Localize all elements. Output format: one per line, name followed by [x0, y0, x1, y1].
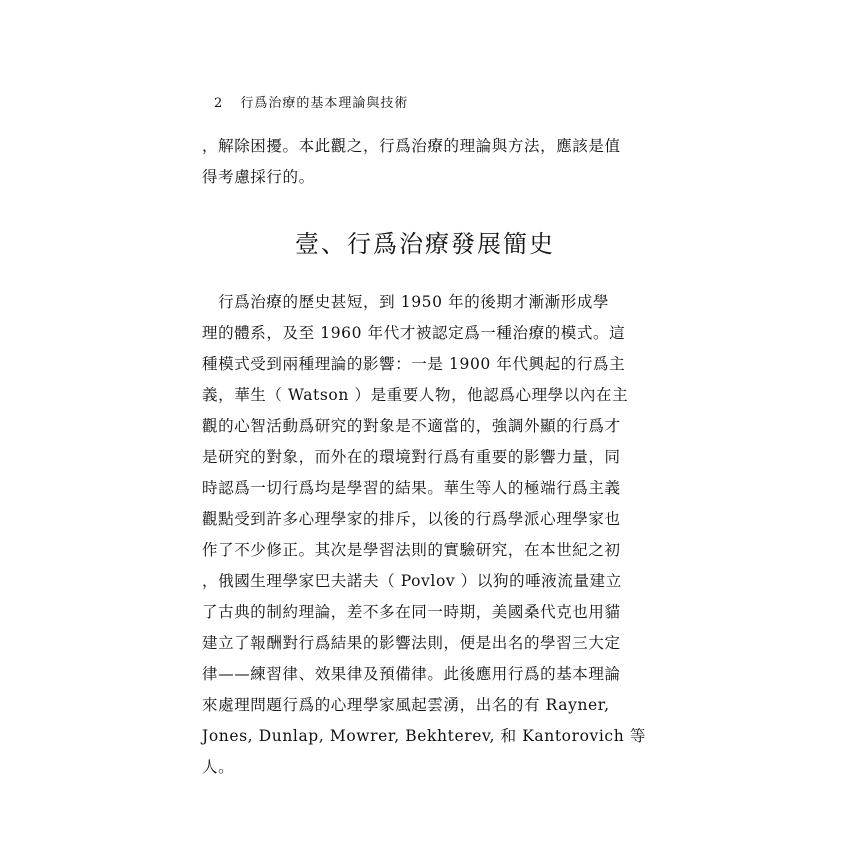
paragraph-line: 作了不少修正。其次是學習法則的實驗研究，在本世紀之初 — [202, 541, 621, 559]
running-title: 行爲治療的基本理論與技術 — [240, 96, 409, 111]
paragraph-line: Jones, Dunlap, Mowrer, Bekhterev, 和 Kantorovich 等 — [202, 727, 646, 745]
paragraph-line: 來處理問題行爲的心理學家風起雲湧，出名的有 Rayner, — [202, 696, 610, 714]
paragraph-line: 律——練習律、效果律及預備律。此後應用行爲的基本理論 — [202, 665, 621, 683]
paragraph-line: 時認爲一切行爲均是學習的結果。華生等人的極端行爲主義 — [202, 479, 621, 497]
paragraph-line: 人。 — [202, 758, 235, 776]
running-header — [214, 92, 408, 111]
paragraph-line: 觀點受到許多心理學家的排斥，以後的行爲學派心理學家也 — [202, 510, 621, 528]
section-heading: 壹、行爲治療發展簡史 — [295, 230, 555, 258]
paragraph-line: 是研究的對象，而外在的環境對行爲有重要的影響力量，同 — [202, 448, 621, 466]
paragraph-line: 觀的心智活動爲研究的對象是不適當的，強調外顯的行爲才 — [202, 417, 621, 435]
page-number: 2 — [214, 96, 224, 111]
paragraph-line: 了古典的制約理論，差不多在同一時期，美國桑代克也用貓 — [202, 603, 621, 621]
paragraph-line: 種模式受到兩種理論的影響：一是 1900 年代興起的行爲主 — [202, 355, 626, 373]
paragraph-line: ，俄國生理學家巴夫諾夫（ Povlov ）以狗的唾液流量建立 — [202, 572, 622, 590]
paragraph-line: 行爲治療的歷史甚短，到 1950 年的後期才漸漸形成學 — [202, 293, 610, 311]
intro-line: 得考慮採行的。 — [202, 168, 315, 186]
intro-line: ，解除困擾。本此觀之，行爲治療的理論與方法，應該是值 — [202, 137, 621, 155]
paragraph-line: 建立了報酬對行爲結果的影響法則，便是出名的學習三大定 — [202, 634, 621, 652]
paragraph-line: 義，華生（ Watson ）是重要人物，他認爲心理學以內在主 — [202, 386, 629, 404]
paragraph-line: 理的體系，及至 1960 年代才被認定爲一種治療的模式。這 — [202, 324, 626, 342]
